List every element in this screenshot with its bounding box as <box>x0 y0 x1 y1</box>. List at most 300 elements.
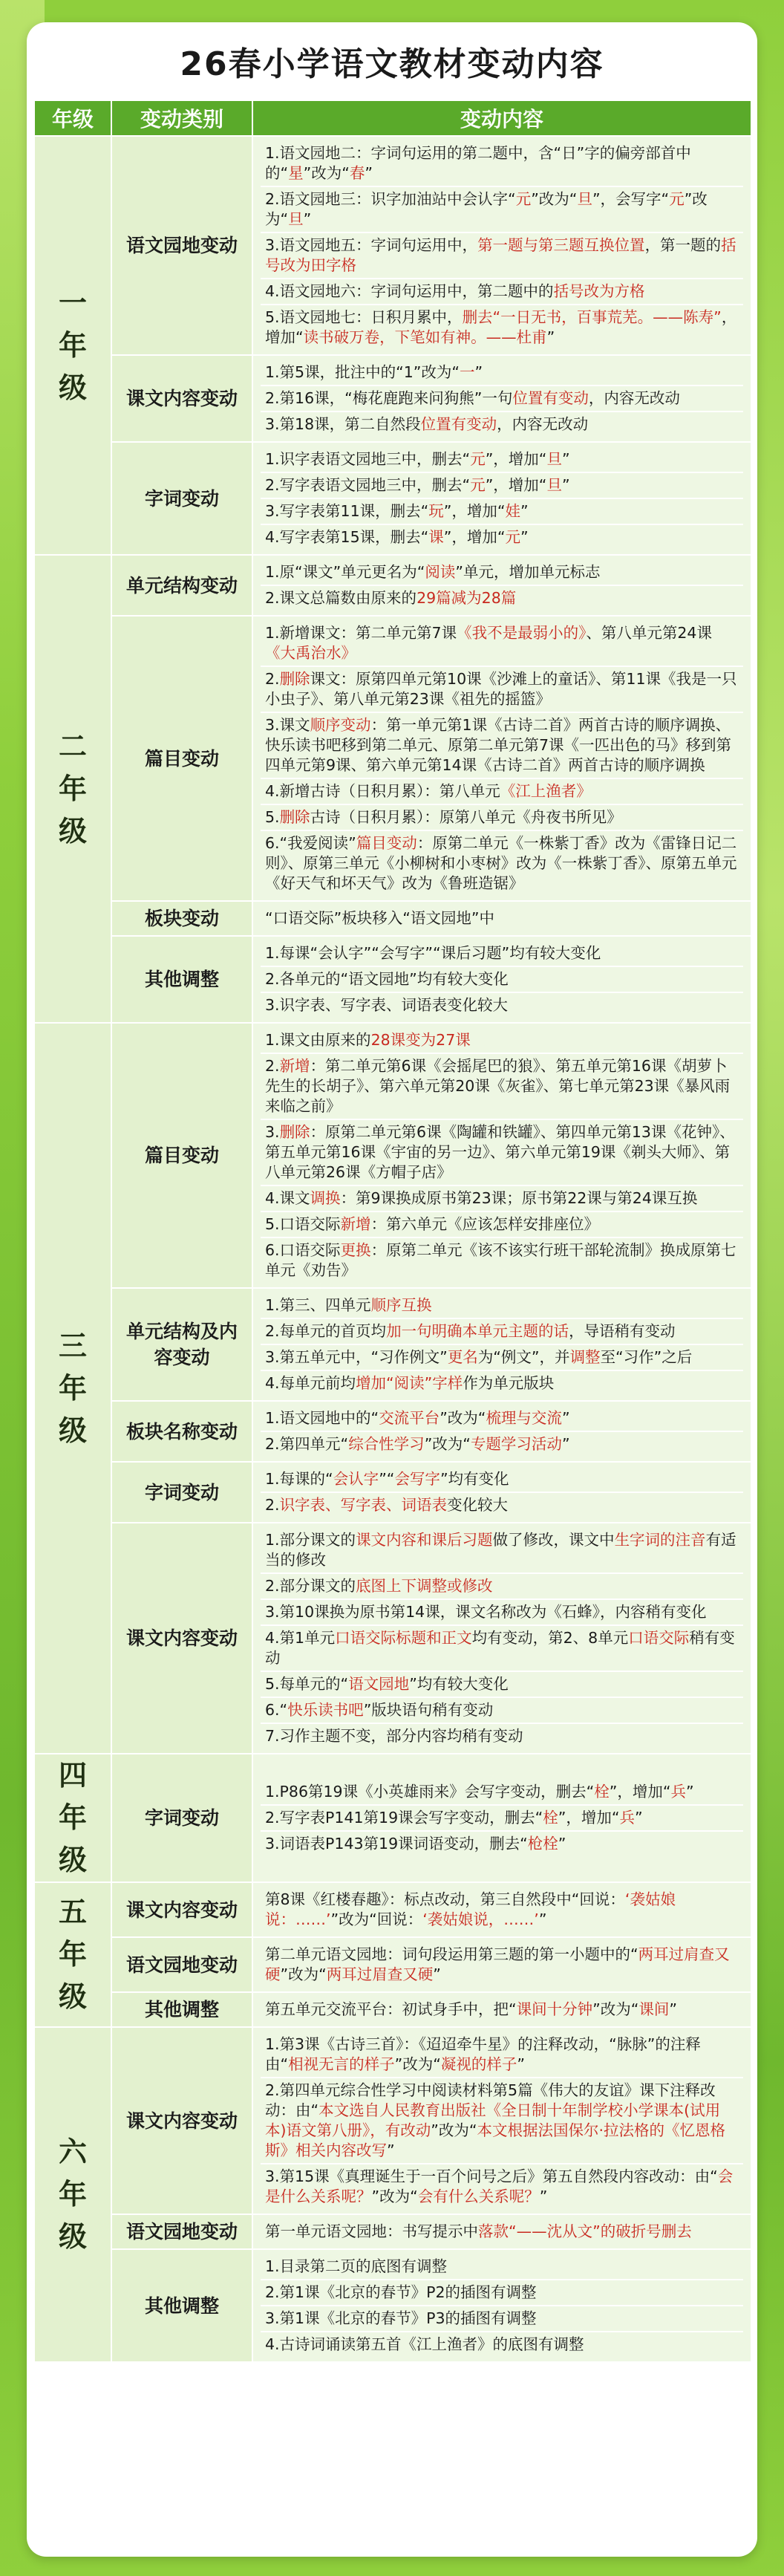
highlight-text: 兵 <box>619 1809 636 1827</box>
table-header-row <box>34 100 751 136</box>
item-text: ”版块语句稍有变动 <box>363 1701 494 1719</box>
item-text: ”，增加“ <box>443 502 506 520</box>
list-item <box>261 412 743 437</box>
list-item <box>261 1698 743 1724</box>
item-text: 第8课《红楼春趣》：标点改动，第三自然段中“回说： <box>265 1890 625 1908</box>
list-item <box>261 1997 743 2022</box>
item-text: 1.部分课文的 <box>265 1531 356 1549</box>
category-cell: 单元结构及内容变动 <box>111 1288 252 1401</box>
list-item <box>261 1293 743 1319</box>
list-item <box>261 2306 743 2332</box>
item-text: ”，增加“ <box>443 528 506 546</box>
highlight-text: 玩 <box>428 502 444 520</box>
list-item <box>261 525 743 550</box>
highlight-text: 课间十分钟 <box>516 2000 593 2018</box>
grade-char: 年 <box>58 2178 87 2211</box>
highlight-text: 兵 <box>670 1783 686 1801</box>
item-text: 2.部分课文的 <box>265 1577 356 1595</box>
header-type: 变动类别 <box>111 100 252 136</box>
item-text: 有适当的修改 <box>265 1531 736 1569</box>
content-cell <box>252 1992 751 2027</box>
list-item <box>261 1319 743 1345</box>
content-cell <box>252 1882 751 1937</box>
highlight-text: 春 <box>349 164 365 182</box>
list-item <box>261 1432 743 1457</box>
list-item <box>261 805 743 831</box>
content-cell <box>252 936 751 1023</box>
highlight-text: 新增 <box>340 1215 371 1233</box>
item-text: 5.口语交际 <box>265 1215 341 1233</box>
item-text: ” <box>365 164 373 182</box>
highlight-text: 栓 <box>543 1809 558 1827</box>
item-text: ” <box>433 1965 441 1983</box>
category-cell: 语文园地变动 <box>111 2214 252 2249</box>
item-text: 3.语文园地五：字词句运用中， <box>265 236 478 254</box>
item-text: 3.课文 <box>265 716 310 734</box>
highlight-text: 落款“——沈从文”的破折号删去 <box>478 2222 692 2240</box>
item-text: 至“习作”之后 <box>600 1348 693 1366</box>
item-text: ”“ <box>379 1470 395 1488</box>
item-text: 1.课文由原来的 <box>265 1031 371 1049</box>
grade-char: 年 <box>58 1371 87 1405</box>
list-item <box>261 1942 743 1987</box>
item-text: ”均有较大变化 <box>409 1675 509 1693</box>
list-item <box>261 1528 743 1574</box>
grade-char: 年 <box>58 1801 87 1834</box>
item-text: ”改为“回说： <box>330 1910 423 1928</box>
list-item <box>261 1600 743 1626</box>
list-item <box>261 1724 743 1749</box>
item-text: 4.第1单元 <box>265 1629 336 1647</box>
item-text: 3.第10课换为原书第14课，课文名称改为《石蜂》，内容稍有变化 <box>265 1603 707 1621</box>
highlight-text: 一 <box>460 363 475 381</box>
category-cell: 字词变动 <box>111 1462 252 1523</box>
item-text: ，导语稍有变动 <box>569 1322 676 1340</box>
list-item <box>261 1780 743 1806</box>
highlight-text: 凝视的样子 <box>440 2055 517 2073</box>
content-cell <box>252 1754 751 1882</box>
content-cell <box>252 2249 751 2362</box>
grade-cell <box>34 555 111 1023</box>
list-item <box>261 941 743 967</box>
content-cell <box>252 442 751 555</box>
item-text: 3.第五单元中，“习作例文” <box>265 1348 448 1366</box>
highlight-text: 两耳过眉查又硬 <box>326 1965 434 1983</box>
category-cell: 板块名称变动 <box>111 1401 252 1462</box>
item-text: 、第八单元第24课 <box>586 624 712 642</box>
table-row <box>34 2214 751 2249</box>
item-text: ”，增加“ <box>485 476 547 494</box>
item-text: 4.古诗词诵读第五首《江上渔者》的底图有调整 <box>265 2335 584 2353</box>
grade-char: 年 <box>58 328 87 362</box>
item-text: ”均有变化 <box>440 1470 509 1488</box>
grade-cell <box>34 1754 111 1882</box>
table-row <box>34 1401 751 1462</box>
grade-char: 一 <box>58 286 87 319</box>
category-cell: 课文内容变动 <box>111 355 252 442</box>
item-text: 2.第四单元综合性学习中阅读材料第5篇《伟大的友谊》课下注释改动：由“ <box>265 2081 716 2119</box>
grade-char: 级 <box>58 814 87 848</box>
highlight-text: 《我不是最弱小的》 <box>457 624 587 642</box>
item-text: ” <box>561 1435 570 1453</box>
item-text: ”改为“ <box>303 164 350 182</box>
highlight-text: 位置有变动 <box>420 415 497 433</box>
item-text: 1.P86第19课《小英雄雨来》会写字变动，删去“ <box>265 1783 595 1801</box>
item-text: 变化较大 <box>447 1496 509 1514</box>
grade-char: 级 <box>58 1844 87 1876</box>
highlight-text: 更名 <box>447 1348 478 1366</box>
highlight-text: 顺序互换 <box>370 1296 432 1314</box>
list-item <box>261 499 743 525</box>
item-text: 6.“ <box>265 1701 288 1719</box>
table-row <box>34 1288 751 1401</box>
highlight-text: 篇目变动 <box>356 834 417 852</box>
highlight-text: 第一题与第三题互换位置 <box>477 236 645 254</box>
grade-char: 六 <box>58 2136 87 2168</box>
item-text: 1.每课“会认字”“会写字”“课后习题”均有较大变化 <box>265 944 601 962</box>
highlight-text: 会有什么关系呢？ <box>417 2188 540 2205</box>
list-item <box>261 560 743 586</box>
item-text: 1.第三、四单元 <box>265 1296 371 1314</box>
list-item <box>261 1054 743 1120</box>
highlight-text: 旦 <box>288 210 304 228</box>
item-text: ” <box>474 363 483 381</box>
item-text: 古诗（日积月累）：原第八单元《舟夜书所见》 <box>310 808 622 826</box>
item-text: 2.每单元的首页均 <box>265 1322 387 1340</box>
item-text: 第一单元语文园地：书写提示中 <box>265 2222 478 2240</box>
table-row <box>34 1462 751 1523</box>
list-item <box>261 1887 743 1932</box>
header-grade: 年级 <box>34 100 111 136</box>
highlight-text: 旦 <box>577 190 592 208</box>
highlight-text: 会认字 <box>333 1470 379 1488</box>
category-cell: 课文内容变动 <box>111 1523 252 1754</box>
list-item <box>261 1371 743 1396</box>
table-row <box>34 442 751 555</box>
item-text: ，内容无改动 <box>497 415 589 433</box>
list-item <box>261 906 743 931</box>
item-text: ” <box>561 476 570 494</box>
item-text: 第五单元交流平台：初试身手中，把“ <box>265 2000 517 2018</box>
list-item <box>261 305 743 350</box>
item-text: ” <box>539 2188 548 2205</box>
content-cell <box>252 555 751 616</box>
changes-table <box>33 100 752 2363</box>
highlight-text: 元 <box>505 528 521 546</box>
highlight-text: 星 <box>288 164 304 182</box>
content-cell <box>252 136 751 355</box>
grade-char: 级 <box>58 2220 87 2253</box>
grade-cell <box>34 136 111 555</box>
highlight-text: 娃 <box>505 502 521 520</box>
list-item <box>261 667 743 713</box>
table-row <box>34 2249 751 2362</box>
item-text: ” <box>387 2141 395 2159</box>
grade-cell <box>34 1882 111 2027</box>
highlight-text: 快乐读书吧 <box>287 1701 364 1719</box>
highlight-text: 调换 <box>310 1189 341 1207</box>
highlight-text: 新增 <box>279 1057 310 1075</box>
item-text: ” <box>520 502 529 520</box>
list-item <box>261 473 743 499</box>
highlight-text: 29篇减为28篇 <box>416 589 517 607</box>
list-item <box>261 2254 743 2280</box>
table-row <box>34 616 751 901</box>
item-text: 1.新增课文：第二单元第7课 <box>265 624 457 642</box>
item-text: 3. <box>265 1123 280 1141</box>
item-text: ”，增加“ <box>485 450 547 468</box>
item-text: ”单元，增加单元标志 <box>455 563 601 581</box>
highlight-text: 调整 <box>569 1348 601 1366</box>
highlight-text: 生字词的注音 <box>614 1531 706 1549</box>
content-card <box>27 22 757 2557</box>
highlight-text: 加一句明确本单元主题的话 <box>386 1322 569 1340</box>
list-item <box>261 2032 743 2078</box>
category-cell: 语文园地变动 <box>111 136 252 355</box>
content-cell <box>252 616 751 901</box>
item-text: 3.第18课，第二自然段 <box>265 415 421 433</box>
highlight-text: 课文内容和课后习题 <box>356 1531 493 1549</box>
list-item <box>261 1238 743 1283</box>
item-text: 课文：原第四单元第10课《沙滩上的童话》、第11课《我是一只小虫子》、第八单元第23课《祖先的摇篮》 <box>265 670 737 708</box>
item-text: ”改为“ <box>280 1965 327 1983</box>
item-text: 2. <box>265 1496 280 1514</box>
item-text: ” <box>635 1809 643 1827</box>
item-text: ：第一单元第1课《古诗二首》两首古诗的顺序调换、快乐读书吧移到第二单元、原第二单元第7课《一匹出色的马》移到第四单元第9课、第六单元第14课《古诗二首》两首古诗的顺序调换 <box>265 716 732 774</box>
table-row <box>34 136 751 355</box>
grade-char: 年 <box>58 772 87 805</box>
item-text: 4.新增古诗（日积月累）：第八单元 <box>265 782 500 800</box>
highlight-text: 综合性学习 <box>348 1435 425 1453</box>
list-item <box>261 831 743 896</box>
item-text: ，第一题的 <box>644 236 722 254</box>
item-text: ，内容无改动 <box>588 389 680 407</box>
list-item <box>261 779 743 805</box>
content-cell <box>252 1462 751 1523</box>
highlight-text: 旦 <box>546 450 562 468</box>
highlight-text: 位置有变动 <box>512 389 589 407</box>
highlight-text: 《江上渔者》 <box>500 782 592 800</box>
list-item <box>261 967 743 993</box>
highlight-text: 会是什么关系呢？ <box>265 2167 734 2205</box>
item-text: 1.第3课《古诗三首》：《迢迢牵牛星》的注释改动，“脉脉”的注释由“ <box>265 2035 701 2073</box>
list-item <box>261 1120 743 1186</box>
list-item <box>261 1406 743 1432</box>
content-cell <box>252 355 751 442</box>
grade-char: 级 <box>58 371 87 404</box>
list-item <box>261 386 743 412</box>
list-item <box>261 1672 743 1698</box>
table-row <box>34 1023 751 1288</box>
category-cell: 语文园地变动 <box>111 1937 252 1992</box>
item-text: ”改为“ <box>431 2121 477 2139</box>
content-cell <box>252 2027 751 2214</box>
item-text: ” <box>520 528 529 546</box>
item-text: ”，增加“ <box>609 1783 671 1801</box>
highlight-text: 元 <box>515 190 532 208</box>
list-item <box>261 2332 743 2357</box>
grade-char: 四 <box>58 1759 87 1792</box>
grade-char: 三 <box>58 1329 87 1362</box>
list-item <box>261 447 743 473</box>
item-text: 3.写字表第11课，删去“ <box>265 502 429 520</box>
item-text: 5.语文园地七：日积月累中， <box>265 308 463 326</box>
highlight-text: 口语交际 <box>628 1629 690 1647</box>
item-text: ”改为“ <box>424 1435 471 1453</box>
table-row <box>34 1992 751 2027</box>
item-text: 2. <box>265 670 280 688</box>
item-text: ”改为“ <box>265 190 708 228</box>
highlight-text: 相视无言的样子 <box>288 2055 395 2073</box>
highlight-text: 专题学习活动 <box>470 1435 562 1453</box>
highlight-text: 课间 <box>638 2000 670 2018</box>
table-row <box>34 1523 751 1754</box>
highlight-text: 删除 <box>279 1123 310 1141</box>
highlight-text: ‘袭姑娘说，……’ <box>422 1910 539 1928</box>
item-text: 6.“我爱阅读” <box>265 834 356 852</box>
item-text: 2. <box>265 1057 280 1075</box>
category-cell: 其他调整 <box>111 936 252 1023</box>
list-item <box>261 2078 743 2164</box>
item-text: 5. <box>265 808 280 826</box>
list-item <box>261 2219 743 2244</box>
category-cell: 单元结构变动 <box>111 555 252 616</box>
highlight-text: 枪栓 <box>527 1835 558 1853</box>
item-text: 5.每单元的“ <box>265 1675 349 1693</box>
list-item <box>261 1832 743 1856</box>
list-item <box>261 2280 743 2306</box>
grade-char: 级 <box>58 1414 87 1447</box>
item-text: 2.各单元的“语文园地”均有较大变化 <box>265 970 509 988</box>
highlight-text: 删除 <box>279 808 310 826</box>
list-item <box>261 279 743 305</box>
highlight-text: 口语交际标题和正文 <box>335 1629 472 1647</box>
highlight-text: 增加“阅读”字样 <box>356 1374 463 1392</box>
table-row <box>34 1882 751 1937</box>
highlight-text: 括号改为方格 <box>553 282 645 300</box>
highlight-text: 交流平台 <box>379 1409 440 1427</box>
list-item <box>261 1028 743 1054</box>
list-item <box>261 360 743 386</box>
highlight-text: 括号改为田字格 <box>265 236 736 274</box>
item-text: 7.习作主题不变，部分内容均稍有变动 <box>265 1727 523 1745</box>
table-row <box>34 1937 751 1992</box>
category-cell: 板块变动 <box>111 901 252 936</box>
table-row <box>34 355 751 442</box>
item-text: 2.第四单元“ <box>265 1435 349 1453</box>
content-cell <box>252 1023 751 1288</box>
highlight-text: 底图上下调整或修改 <box>356 1577 493 1595</box>
item-text: 2.写字表语文园地三中，删去“ <box>265 476 471 494</box>
list-item <box>261 993 743 1018</box>
item-text: ” <box>669 2000 677 2018</box>
item-text: 2.课文总篇数由原来的 <box>265 589 417 607</box>
content-cell <box>252 2214 751 2249</box>
table-row <box>34 2027 751 2214</box>
highlight-text: 元 <box>669 190 685 208</box>
item-text: ，增加“ <box>265 308 737 346</box>
item-text: ” <box>685 1783 694 1801</box>
item-text: ”改为“ <box>371 2188 418 2205</box>
category-cell: 字词变动 <box>111 442 252 555</box>
table-row <box>34 1754 751 1882</box>
highlight-text: 《大禹治水》 <box>265 644 356 662</box>
highlight-text: ‘袭姑娘说：……’ <box>265 1890 676 1928</box>
item-text: ” <box>538 1910 547 1928</box>
highlight-text: 元 <box>470 476 486 494</box>
item-text: ”，会写字“ <box>592 190 670 208</box>
item-text: 1.语文园地中的“ <box>265 1409 379 1427</box>
list-item <box>261 2164 743 2209</box>
grade-char: 二 <box>58 729 87 763</box>
item-text: ：第六单元《应该怎样安排座位》 <box>370 1215 600 1233</box>
highlight-text: 栓 <box>594 1783 610 1801</box>
highlight-text: 更换 <box>340 1241 371 1259</box>
item-text: 做了修改，课文中 <box>492 1531 615 1549</box>
highlight-text: 两耳过肩查又硬 <box>265 1945 730 1983</box>
item-text: 6.口语交际 <box>265 1241 341 1259</box>
grade-cell <box>34 1023 111 1754</box>
list-item <box>261 1574 743 1600</box>
highlight-text: 梳理与交流 <box>486 1409 562 1427</box>
grade-char: 五 <box>58 1896 87 1928</box>
highlight-text: 阅读 <box>425 563 456 581</box>
highlight-text: 元 <box>470 450 486 468</box>
item-text: ”，增加“ <box>558 1809 620 1827</box>
item-text: ” <box>303 210 312 228</box>
list-item <box>261 141 743 187</box>
list-item <box>261 1493 743 1518</box>
list-item <box>261 586 743 611</box>
category-cell: 字词变动 <box>111 1754 252 1882</box>
list-item <box>261 1806 743 1832</box>
item-text: 1.语文园地二：字词句运用的第二题中，含“日”字的偏旁部首中的“ <box>265 144 691 182</box>
item-text: 3.词语表P143第19课词语变动，删去“ <box>265 1835 528 1853</box>
item-text: 3.识字表、写字表、词语表变化较大 <box>265 996 509 1014</box>
item-text: 4.课文 <box>265 1189 310 1207</box>
grade-char: 级 <box>58 1980 87 2013</box>
list-item <box>261 1467 743 1493</box>
highlight-text: 删除 <box>279 670 310 688</box>
item-text: ”改为“ <box>531 190 578 208</box>
table-body <box>34 136 751 2362</box>
list-item <box>261 1626 743 1672</box>
item-text: 2.第16课，“梅花鹿跑来问狗熊”一句 <box>265 389 513 407</box>
item-text: ：原第二单元《该不该实行班干部轮流制》换成原第七单元《劝告》 <box>265 1241 736 1279</box>
item-text: 2.写字表P141第19课会写字变动，删去“ <box>265 1809 543 1827</box>
item-text: 2.第1课《北京的春节》P2的插图有调整 <box>265 2283 537 2301</box>
highlight-text: 会写字 <box>394 1470 440 1488</box>
highlight-text: 本文根据法国保尔·拉法格的《忆恩格斯》相关内容改写 <box>265 2121 726 2159</box>
category-cell: 其他调整 <box>111 1992 252 2027</box>
item-text: ：第二单元第6课《会摇尾巴的狼》、第五单元第16课《胡萝卜先生的长胡子》、第六单元第20课《灰雀》、第七单元第23课《暴风雨来临之前》 <box>265 1057 731 1115</box>
item-text: 1.目录第二页的底图有调整 <box>265 2257 448 2275</box>
table-row <box>34 901 751 936</box>
list-item <box>261 233 743 279</box>
category-cell: 课文内容变动 <box>111 1882 252 1937</box>
item-text: ” <box>546 328 555 346</box>
table-row <box>34 555 751 616</box>
content-cell <box>252 901 751 936</box>
item-text: ”改为“ <box>394 2055 441 2073</box>
category-cell: 课文内容变动 <box>111 2027 252 2214</box>
page-title: 26春小学语文教材变动内容 <box>180 45 604 83</box>
item-text: 4.每单元前均 <box>265 1374 356 1392</box>
highlight-text: 28课变为27课 <box>370 1031 471 1049</box>
highlight-text: 顺序变动 <box>310 716 371 734</box>
item-text: 1.识字表语文园地三中，删去“ <box>265 450 471 468</box>
category-cell: 篇目变动 <box>111 1023 252 1288</box>
